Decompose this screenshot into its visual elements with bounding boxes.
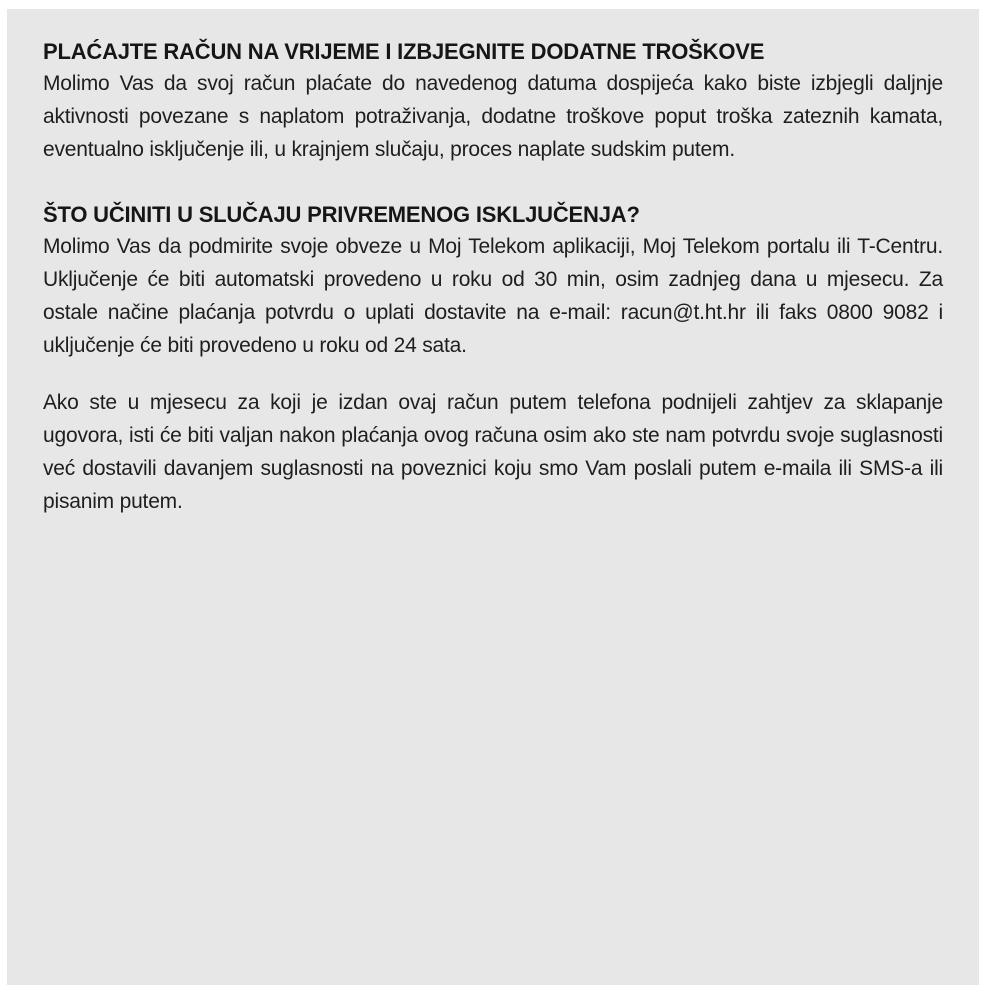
temporary-disconnection-text: Molimo Vas da podmirite svoje obveze u Moj Telekom aplikaciji, Moj Telekom portalu ili T-Centru. Uključenje će biti automatski provedeno u roku od 30 min, osim zadnjeg dana u mjesecu. Za ostale načine plaćanja potvrdu o uplati dostavite na e-mail: racun@t.ht.hr ili faks 0800 9082 i uključenje će biti provedeno u roku od 24 sata. (43, 235, 943, 357)
info-panel (7, 9, 979, 985)
payment-reminder-text: Molimo Vas da svoj račun plaćate do navedenog datuma dospijeća kako biste izbjegli daljnje aktivnosti povezane s naplatom potraživanja, dodatne troškove poput troška zateznih kamata, eventualno isključenje ili, u krajnjem slučaju, proces naplate sudskim putem. (43, 72, 943, 161)
payment-reminder-section (43, 36, 943, 166)
payment-reminder-heading: PLAĆAJTE RAČUN NA VRIJEME I IZBJEGNITE DODATNE TROŠKOVE (43, 39, 765, 64)
contract-notice-section (43, 386, 943, 518)
temporary-disconnection-section (43, 199, 943, 362)
contract-notice-text: Ako ste u mjesecu za koji je izdan ovaj račun putem telefona podnijeli zahtjev za sklapanje ugovora, isti će biti valjan nakon plaćanja ovog računa osim ako ste nam potvrdu svoje suglasnosti već dostavili davanjem suglasnosti na poveznici koju smo Vam poslali putem e-maila ili SMS-a ili pisanim putem. (43, 391, 943, 513)
temporary-disconnection-heading: ŠTO UČINITI U SLUČAJU PRIVREMENOG ISKLJUČENJA? (43, 202, 640, 227)
